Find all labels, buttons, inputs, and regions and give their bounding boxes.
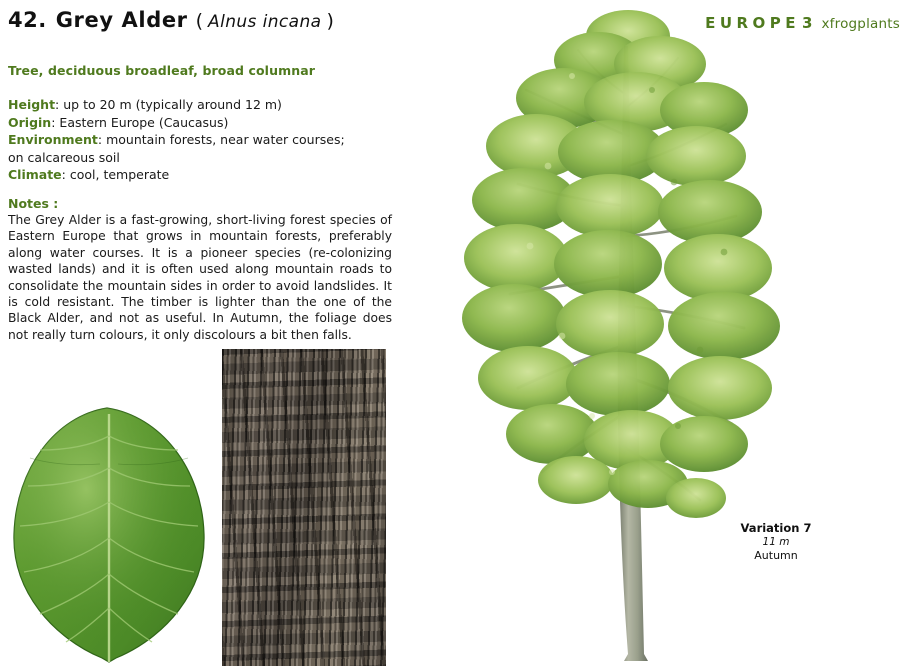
- fact-environment-value: mountain forests, near water courses;: [106, 132, 345, 148]
- fact-origin-value: Eastern Europe (Caucasus): [59, 114, 229, 130]
- bark-texture: [222, 349, 386, 666]
- brand-name: xfrogplants: [821, 16, 900, 32]
- fact-height-label: Height: [8, 97, 56, 112]
- facts-list: [8, 96, 428, 184]
- fact-environment-value-2: on calcareous soil: [8, 149, 120, 165]
- latin-name: Alnus incana: [208, 12, 322, 32]
- fact-height-value: up to 20 m (typically around 12 m): [63, 97, 282, 112]
- variation-season: Autumn: [754, 549, 798, 562]
- common-name: Grey Alder: [55, 8, 188, 32]
- fact-origin-label: Origin: [8, 114, 52, 130]
- fact-environment-label: Environment: [8, 132, 98, 148]
- fact-environment-colon: :: [97, 132, 103, 148]
- fact-origin-colon: :: [51, 114, 56, 130]
- entry-number: 42.: [8, 8, 47, 32]
- fact-environment: [8, 131, 428, 149]
- fact-climate-colon: :: [61, 167, 66, 183]
- leaf-illustration: [10, 406, 208, 664]
- page-title: [8, 8, 334, 32]
- fact-height-colon: :: [55, 97, 60, 112]
- fact-climate-value: cool, temperate: [69, 167, 170, 183]
- fact-height: [8, 96, 428, 114]
- paren-close: ): [326, 10, 334, 32]
- leaf-photo: [10, 406, 208, 664]
- notes-label: Notes :: [8, 196, 59, 211]
- fact-climate: [8, 166, 428, 184]
- subtitle: Tree, deciduous broadleaf, broad columnar: [8, 63, 315, 78]
- fact-origin: [8, 114, 428, 132]
- brand-region: EUROPE: [705, 14, 801, 32]
- bark-photo: [222, 349, 386, 666]
- variation-caption: [716, 521, 836, 563]
- variation-height: 11 m: [762, 536, 790, 548]
- fact-environment-line2: [8, 149, 428, 167]
- variation-name: Variation 7: [740, 521, 812, 535]
- brand-volume: 3: [802, 14, 813, 32]
- paren-open: (: [195, 10, 204, 32]
- notes-text: The Grey Alder is a fast-growing, short-living forest species of Eastern Europe that grows in mountain forests, preferably along water courses. It is a pioneer species (re-colonizing wasted lands) and it is often used along mountain roads to consolidate the mountain sides in order to avoid landslides. It is cold resistant. The timber is lighter than the one of the Black Alder, and not as useful. In Autumn, the foliage does not really turn colours, it only discolours a bit then falls.: [8, 213, 392, 342]
- fact-climate-label: Climate: [8, 167, 62, 183]
